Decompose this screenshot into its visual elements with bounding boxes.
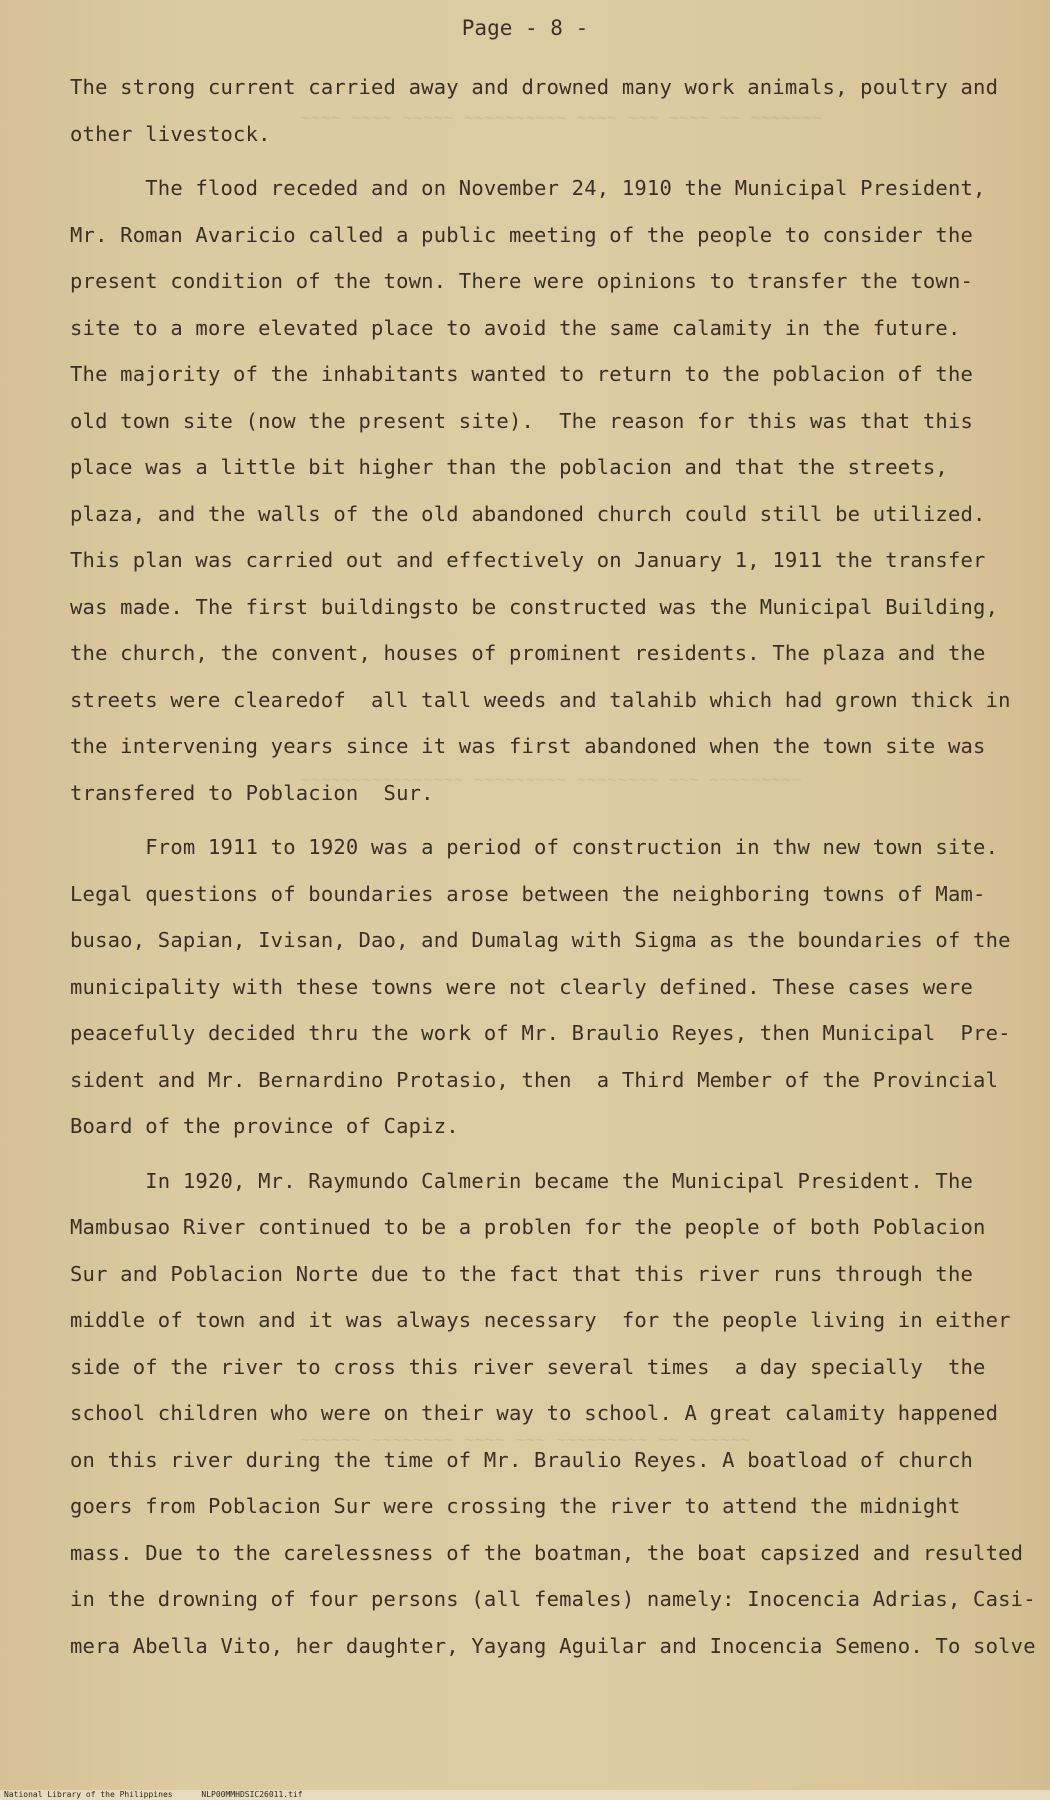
body-text [70,64,1036,1669]
text-line: middle of town and it was always necessary for the people living in either [70,1308,1011,1332]
text-line: busao, Sapian, Ivisan, Dao, and Dumalag with Sigma as the boundaries of the [70,928,1011,952]
text-line: This plan was carried out and effectively on January 1, 1911 the transfer [70,548,986,572]
text-line: Legal questions of boundaries arose between the neighboring towns of Mam- [70,881,986,906]
text-line: The flood receded and on November 24, 1910 the Municipal President, [70,176,986,200]
text-line: site to a more elevated place to avoid the same calamity in the future. [70,315,961,340]
text-line: the intervening years since it was first abandoned when the town site was [70,734,986,758]
text-line: other livestock. [70,121,271,146]
text-line: Sur and Poblacion Norte due to the fact that this river runs through the [70,1261,974,1286]
bleed-through-text: ~~~~~~ ~~~~~~~~ ~~~~ ~~~ ~~~~~~~~~ ~~ ~~~~~~ [300,1430,751,1450]
scan-footer [0,1790,1050,1800]
text-line: on this river during the time of Mr. Braulio Reyes. A boatload of church [70,1447,974,1472]
bleed-through-text: ~~~~ ~~~~ ~~~~~ ~~~~~~~~~~ ~~~~ ~~~ ~~~~ ~~ ~~~~~~~ [300,108,822,128]
text-line: old town site (now the present site). The reason for this was that this [70,408,974,433]
text-line: plaza, and the walls of the old abandoned church could still be utilized. [70,501,986,526]
text-line: Board of the province of Capiz. [70,1114,459,1138]
text-line: side of the river to cross this river several times a day specially the [70,1354,986,1379]
text-line: Mambusao River continued to be a problen for the people of both Poblacion [70,1215,986,1239]
text-line: Mr. Roman Avaricio called a public meeting of the people to consider the [70,222,974,247]
bleed-through-text: ~~~~~~~~~~~~~~~~ ~~~~~~~~~ ~~~~~~~~ ~~~ ~~~~~~~~~ [300,770,802,790]
page-number: Page - 8 - [461,16,589,40]
text-line: mera Abella Vito, her daughter, Yayang Aguilar and Inocencia Semeno. To solve [70,1633,1036,1658]
text-line: peacefully decided thru the work of Mr. Braulio Reyes, then Municipal Pre- [70,1021,1011,1045]
text-line: The strong current carried away and drowned many work animals, poultry and [70,75,999,99]
text-line: present condition of the town. There were opinions to transfer the town- [70,269,974,293]
text-line: school children who were on their way to school. A great calamity happened [70,1401,999,1425]
text-line: place was a little bit higher than the poblacion and that the streets, [70,455,948,479]
text-line: transfered to Poblacion Sur. [70,780,434,805]
footer-filename: NLP00MMHDSIC26011.tif [201,1790,303,1799]
text-line: goers from Poblacion Sur were crossing the river to attend the midnight [70,1494,961,1518]
footer-library: National Library of the Philippines [4,1790,173,1799]
text-line: The majority of the inhabitants wanted to return to the poblacion of the [70,362,974,386]
text-line: sident and Mr. Bernardino Protasio, then a Third Member of the Provincial [70,1067,999,1092]
text-line: was made. The first buildingsto be constructed was the Municipal Building, [70,594,999,619]
text-line: in the drowning of four persons (all females) namely: Inocencia Adrias, Casi- [70,1587,1036,1611]
text-line: streets were clearedof all tall weeds and talahib which had grown thick in [70,687,1011,712]
text-line: In 1920, Mr. Raymundo Calmerin became the Municipal President. The [70,1168,974,1193]
text-line: From 1911 to 1920 was a period of construction in thw new town site. [70,835,999,859]
text-line: the church, the convent, houses of prominent residents. The plaza and the [70,641,986,665]
text-line: municipality with these towns were not clearly defined. These cases were [70,974,974,999]
text-line: mass. Due to the carelessness of the boatman, the boat capsized and resulted [70,1540,1024,1565]
